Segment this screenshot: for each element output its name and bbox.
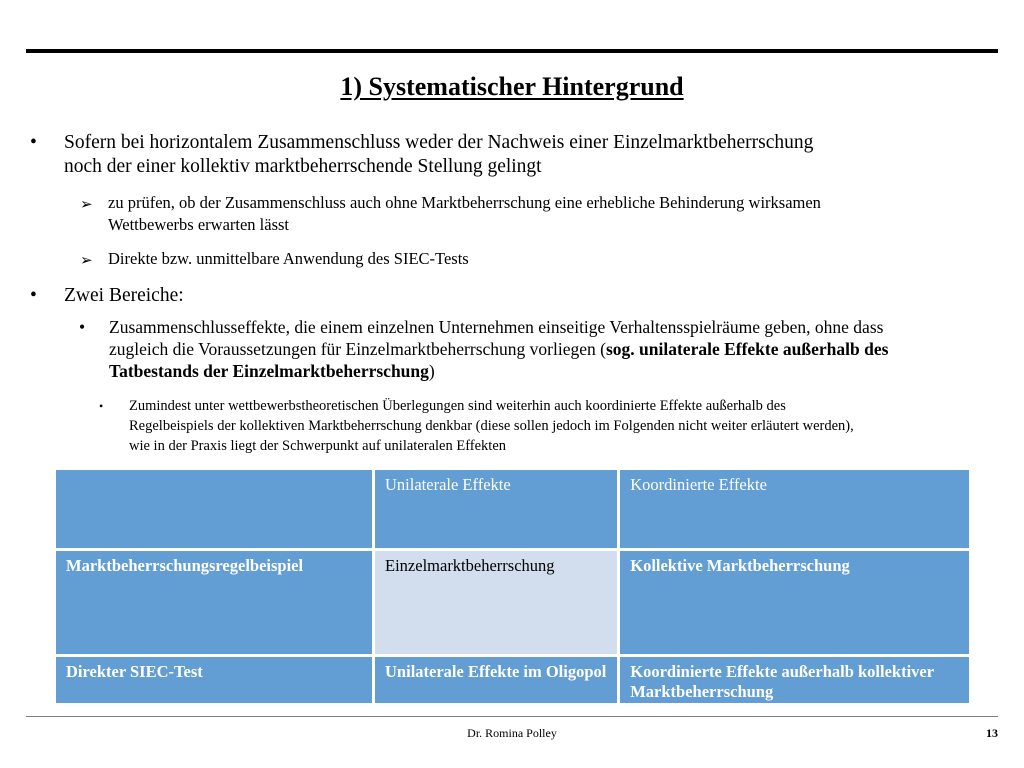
table-row-label: Direkter SIEC-Test [56,657,372,703]
table-row [56,551,969,654]
bullet-icon: • [99,399,104,413]
arrow-item-pruefen [80,192,990,236]
table-cell: Einzelmarktbeherrschung [375,551,617,654]
bold-text: Tatbestands der Einzelmarktbeherrschung [109,361,429,381]
subsubbullet-text-line: wie in der Praxis liegt der Schwerpunkt auf unilateralen Effekten [129,438,507,454]
table-header-cell: Unilaterale Effekte [375,470,617,548]
page-number: 13 [986,726,998,740]
bullet-icon: • [79,317,86,337]
bullet-text-line: Zwei Bereiche: [64,285,184,306]
table-row-label: Marktbeherrschungsregelbeispiel [56,551,372,654]
top-rule [26,49,998,53]
bullet-zwei-bereiche [30,284,430,308]
table-header-row [56,470,969,548]
slide-title: 1) Systematischer Hintergrund [340,72,684,101]
arrow-item-direkte [80,248,990,270]
plain-text: ) [428,361,435,381]
bullet-icon: • [30,285,37,306]
subsubbullet-text-line: Regelbeispiels der kollektiven Marktbeherrschung denkbar (diese sollen jedoch im Folgenden nicht weiter erläutert werden), [129,418,854,434]
subbullet-text-line: Zusammenschlusseffekte, die einem einzelnen Unternehmen einseitige Verhaltensspielräume geben, ohne dass [109,317,884,337]
table-cell: Unilaterale Effekte im Oligopol [375,657,617,703]
arrow-text-line: Wettbewerbs erwarten lässt [108,215,290,234]
bullet-text-line: Sofern bei horizontalem Zusammenschluss weder der Nachweis einer Einzelmarktbeherrschung [64,132,814,153]
arrow-text-line: zu prüfen, ob der Zusammenschluss auch ohne Marktbeherrschung eine erhebliche Behinderung wirksamen [108,193,821,212]
table-row [56,657,969,703]
bullet-sofern [30,131,990,177]
effects-table [53,467,972,706]
bold-text: sog. unilaterale Effekte außerhalb des [605,339,889,359]
footer-rule [26,716,998,717]
arrow-text-line: Direkte bzw. unmittelbare Anwendung des SIEC-Tests [108,249,469,268]
bullet-text-line: noch der einer kollektiv marktbeherrschende Stellung gelingt [64,156,542,177]
subbullet-text-line [109,338,888,360]
subsubbullet-text-line: Zumindest unter wettbewerbstheoretischen Überlegungen sind weiterhin auch koordinierte Effekte außerhalb des [129,398,786,414]
table-cell: Kollektive Marktbeherrschung [620,551,969,654]
table-cell-empty [56,470,372,548]
subbullet-zusammenschlusseffekte [79,316,1004,384]
bullet-icon: • [30,132,37,153]
plain-text: zugleich die Voraussetzungen für Einzelmarktbeherrschung vorliegen ( [109,339,606,359]
footer-author: Dr. Romina Polley [467,726,557,740]
table-cell: Koordinierte Effekte außerhalb kollektiver Marktbeherrschung [620,657,969,703]
subsubbullet-zumindest [99,396,1004,458]
arrow-bullet-icon: ➢ [80,251,93,269]
table-header-cell: Koordinierte Effekte [620,470,969,548]
subbullet-text-line [109,360,435,382]
arrow-bullet-icon: ➢ [80,195,93,213]
